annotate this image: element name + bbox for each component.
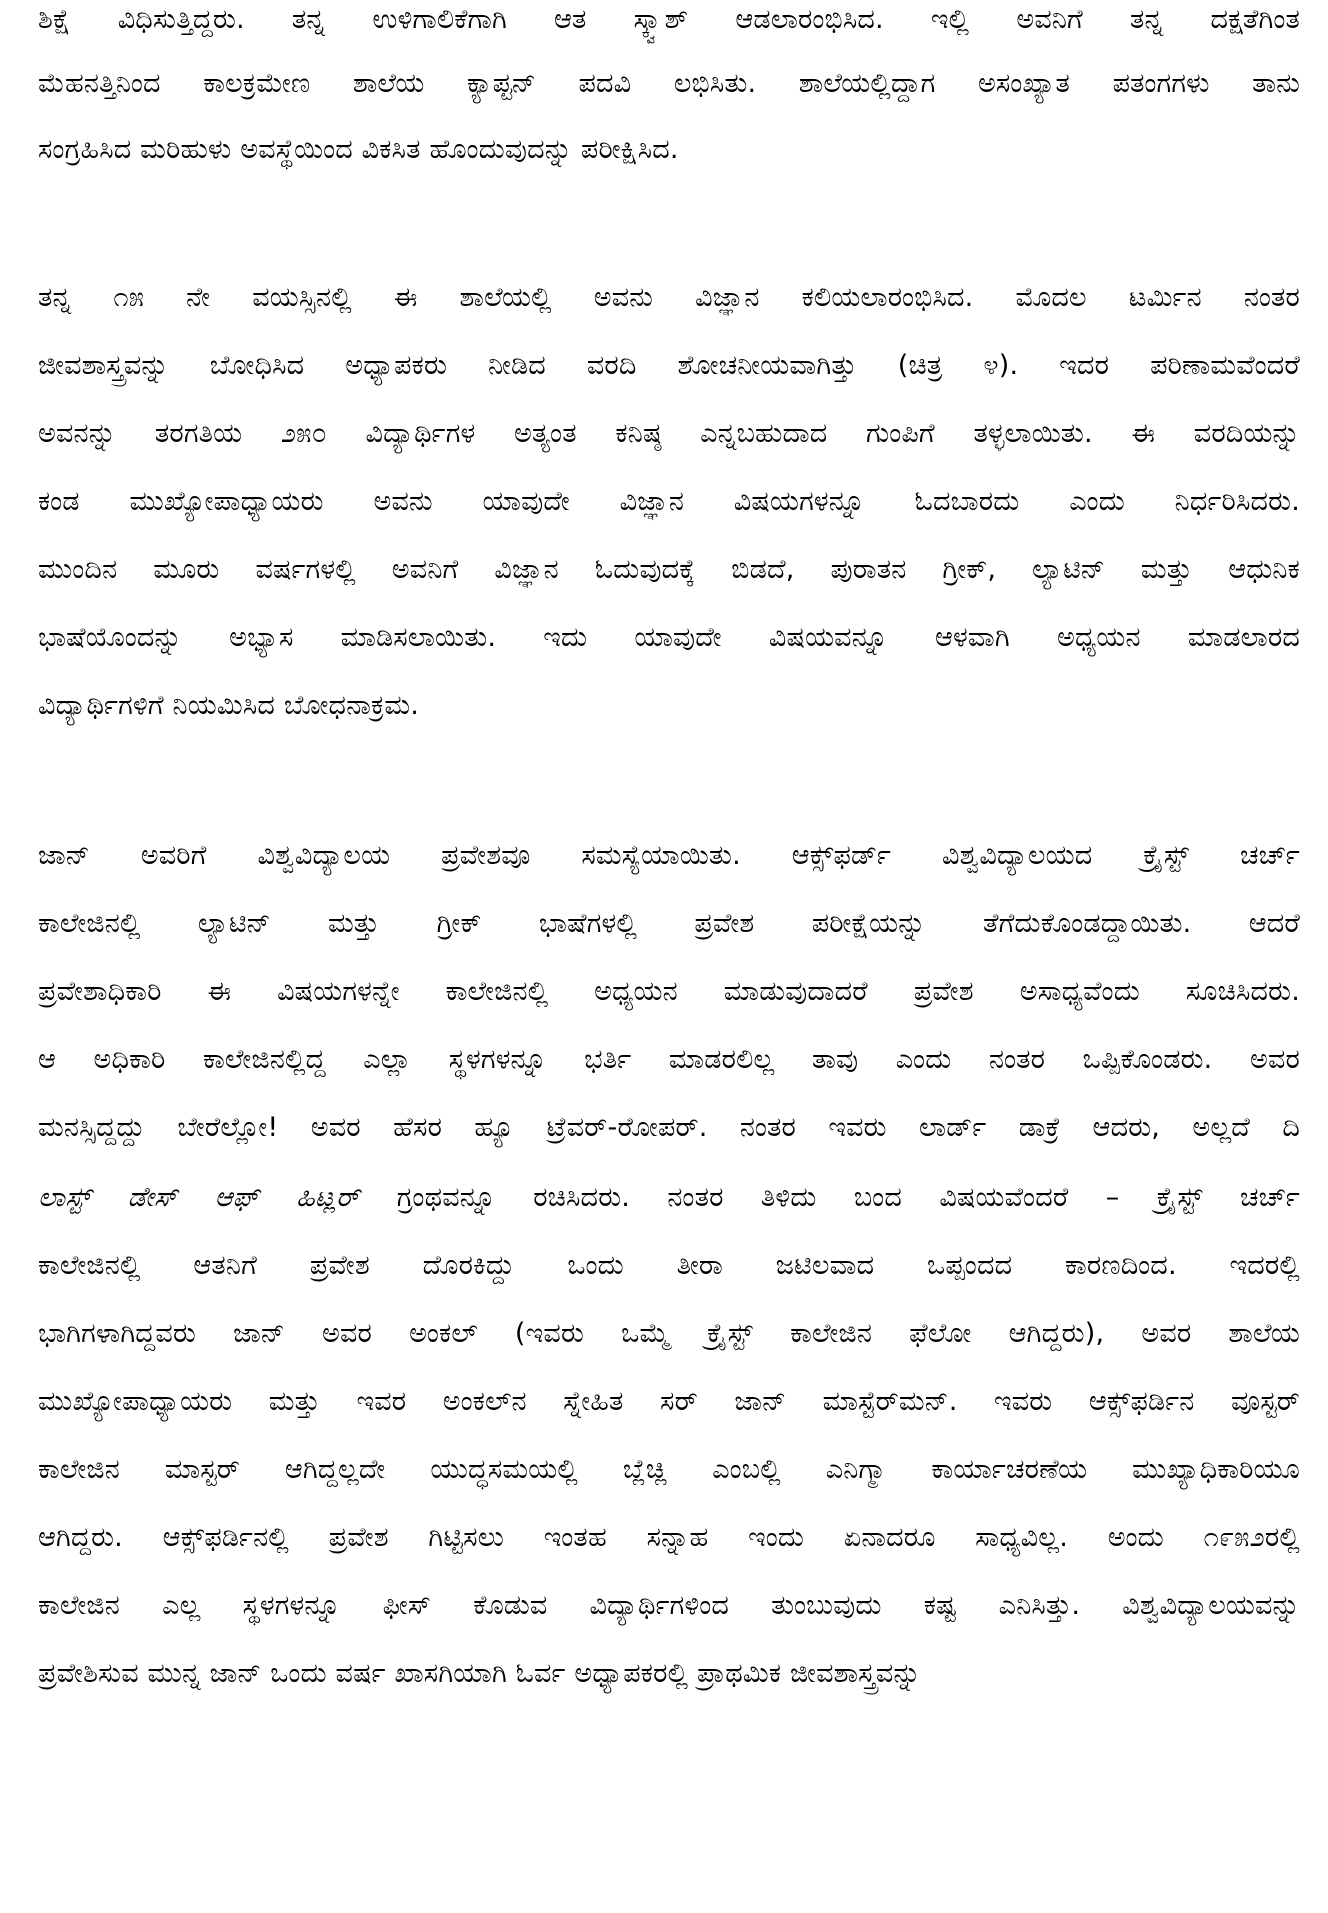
text-line: ಭಾಷೆಯೊಂದನ್ನು ಅಭ್ಯಾಸ ಮಾಡಿಸಲಾಯಿತು. ಇದು ಯಾವುದೇ ವಿಷಯವನ್ನೂ ಆಳವಾಗಿ ಅಧ್ಯಯನ ಮಾಡಲಾರದ — [38, 622, 1300, 653]
text-line: ಸಂಗ್ರಹಿಸಿದ ಮರಿಹುಳು ಅವಸ್ಥೆಯಿಂದ ವಿಕಸಿತ ಹೊಂದುವುದನ್ನು ಪರೀಕ್ಷಿಸಿದ. — [38, 134, 679, 165]
text-line: ತನ್ನ ೧೫ ನೇ ವಯಸ್ಸಿನಲ್ಲಿ ಈ ಶಾಲೆಯಲ್ಲಿ ಅವನು ವಿಜ್ಞಾನ ಕಲಿಯಲಾರಂಭಿಸಿದ. ಮೊದಲ ಟರ್ಮಿನ ನಂತರ — [38, 282, 1300, 313]
text-line: ಭಾಗಿಗಳಾಗಿದ್ದವರು ಜಾನ್ ಅವರ ಅಂಕಲ್ (ಇವರು ಒಮ್ಮೆ ಕ್ರೈಸ್ಟ್ ಕಾಲೇಜಿನ ಫೆಲೋ ಆಗಿದ್ದರು), ಅವರ ಶಾಲೆಯ — [38, 1318, 1300, 1349]
text-line: ಮುಖ್ಯೋಪಾಧ್ಯಾಯರು ಮತ್ತು ಇವರ ಅಂಕಲ್‌ನ ಸ್ನೇಹಿತ ಸರ್ ಜಾನ್ ಮಾಸ್ಟೆರ್‌ಮನ್. ಇವರು ಆಕ್ಸ್‌ಫರ್ಡಿನ ವೂಸ್ಟರ್ — [38, 1386, 1300, 1417]
text-line: ಮುಂದಿನ ಮೂರು ವರ್ಷಗಳಲ್ಲಿ ಅವನಿಗೆ ವಿಜ್ಞಾನ ಓದುವುದಕ್ಕೆ ಬಿಡದೆ, ಪುರಾತನ ಗ್ರೀಕ್, ಲ್ಯಾಟಿನ್ ಮತ್ತು ಆಧುನಿಕ — [38, 554, 1300, 585]
text-line: ಪ್ರವೇಶಾಧಿಕಾರಿ ಈ ವಿಷಯಗಳನ್ನೇ ಕಾಲೇಜಿನಲ್ಲಿ ಅಧ್ಯಯನ ಮಾಡುವುದಾದರೆ ಪ್ರವೇಶ ಅಸಾಧ್ಯವೆಂದು ಸೂಚಿಸಿದರು. — [38, 976, 1300, 1007]
text-line: ಕಾಲೇಜಿನಲ್ಲಿ ಲ್ಯಾಟಿನ್ ಮತ್ತು ಗ್ರೀಕ್ ಭಾಷೆಗಳಲ್ಲಿ ಪ್ರವೇಶ ಪರೀಕ್ಷೆಯನ್ನು ತೆಗೆದುಕೊಂಡದ್ದಾಯಿತು. ಆದರೆ — [38, 908, 1300, 939]
text-line: ಮನಸ್ಸಿದ್ದದ್ದು ಬೇರೆಲ್ಲೋ! ಅವರ ಹೆಸರ ಹ್ಯೂ ಟ್ರೆವರ್-ರೋಪರ್. ನಂತರ ಇವರು ಲಾರ್ಡ್ ಡಾಕ್ರೆ ಆದರು, ಅಲ್ಲದೆ ದಿ — [38, 1112, 1300, 1143]
text-line: ಪ್ರವೇಶಿಸುವ ಮುನ್ನ ಜಾನ್ ಒಂದು ವರ್ಷ ಖಾಸಗಿಯಾಗಿ ಓರ್ವ ಅಧ್ಯಾಪಕರಲ್ಲಿ ಪ್ರಾಥಮಿಕ ಜೀವಶಾಸ್ತ್ರವನ್ನು — [38, 1658, 921, 1689]
text-line: ಆ ಅಧಿಕಾರಿ ಕಾಲೇಜಿನಲ್ಲಿದ್ದ ಎಲ್ಲಾ ಸ್ಥಳಗಳನ್ನೂ ಭರ್ತಿ ಮಾಡರಲಿಲ್ಲ ತಾವು ಎಂದು ನಂತರ ಒಪ್ಪಿಕೊಂಡರು. ಅವರ — [38, 1044, 1300, 1075]
text-line: ಶಿಕ್ಷೆ ವಿಧಿಸುತ್ತಿದ್ದರು. ತನ್ನ ಉಳಿಗಾಲಿಕೆಗಾಗಿ ಆತ ಸ್ಕ್ವಾಶ್ ಆಡಲಾರಂಭಿಸಿದ. ಇಲ್ಲಿ ಅವನಿಗೆ ತನ್ನ ದಕ್ಷತೆಗಿಂತ — [38, 4, 1300, 35]
text-line: ವಿದ್ಯಾರ್ಥಿಗಳಿಗೆ ನಿಯಮಿಸಿದ ಬೋಧನಾಕ್ರಮ. — [38, 690, 420, 721]
text-line: ಅವನನ್ನು ತರಗತಿಯ ೨೫೦ ವಿದ್ಯಾರ್ಥಿಗಳ ಅತ್ಯಂತ ಕನಿಷ್ಠ ಎನ್ನಬಹುದಾದ ಗುಂಪಿಗೆ ತಳ್ಳಲಾಯಿತು. ಈ ವರದಿಯನ್ನು — [38, 418, 1300, 449]
text-line — [38, 1168, 1300, 1228]
text-segment: ಗ್ರಂಥವನ್ನೂ ರಚಿಸಿದರು. ನಂತರ ತಿಳಿದು ಬಂದ ವಿಷಯವೆಂದರೆ – ಕ್ರೈಸ್ಟ್ ಚರ್ಚ್ — [359, 1182, 1300, 1213]
text-line: ಕಾಲೇಜಿನ ಮಾಸ್ಟರ್ ಆಗಿದ್ದಲ್ಲದೇ ಯುದ್ಧಸಮಯಲ್ಲಿ ಬ್ಲೆಚ್ಲಿ ಎಂಬಲ್ಲಿ ಎನಿಗ್ಮಾ ಕಾರ್ಯಾಚರಣೆಯ ಮುಖ್ಯಾಧಿಕಾರಿಯೂ — [38, 1454, 1300, 1485]
text-line: ಕಾಲೇಜಿನ ಎಲ್ಲ ಸ್ಥಳಗಳನ್ನೂ ಫೀಸ್ ಕೊಡುವ ವಿದ್ಯಾರ್ಥಿಗಳಿಂದ ತುಂಬುವುದು ಕಷ್ಟ ಎನಿಸಿತ್ತು. ವಿಶ್ವವಿದ್ಯಾಲಯವನ್ನು — [38, 1590, 1300, 1621]
text-line: ಜಾನ್ ಅವರಿಗೆ ವಿಶ್ವವಿದ್ಯಾಲಯ ಪ್ರವೇಶವೂ ಸಮಸ್ಯೆಯಾಯಿತು. ಆಕ್ಸ್‌ಫರ್ಡ್ ವಿಶ್ವವಿದ್ಯಾಲಯದ ಕ್ರೈಸ್ಟ್ ಚರ್ಚ್ — [38, 840, 1300, 871]
text-line: ಜೀವಶಾಸ್ತ್ರವನ್ನು ಬೋಧಿಸಿದ ಅಧ್ಯಾಪಕರು ನೀಡಿದ ವರದಿ ಶೋಚನೀಯವಾಗಿತ್ತು (ಚಿತ್ರ ೪). ಇದರ ಪರಿಣಾಮವೆಂದರೆ — [38, 350, 1300, 381]
text-line: ಕಾಲೇಜಿನಲ್ಲಿ ಆತನಿಗೆ ಪ್ರವೇಶ ದೊರಕಿದ್ದು ಒಂದು ತೀರಾ ಜಟಿಲವಾದ ಒಪ್ಪಂದದ ಕಾರಣದಿಂದ. ಇದರಲ್ಲಿ — [38, 1250, 1300, 1281]
text-line: ಮೆಹನತ್ತಿನಿಂದ ಕಾಲಕ್ರಮೇಣ ಶಾಲೆಯ ಕ್ಯಾಪ್ಟನ್ ಪದವಿ ಲಭಿಸಿತು. ಶಾಲೆಯಲ್ಲಿದ್ದಾಗ ಅಸಂಖ್ಯಾತ ಪತಂಗಗಳು ತಾನು — [38, 68, 1300, 99]
book-title: ಲಾಸ್ಟ್ ಡೇಸ್ ಆಫ್ ಹಿಟ್ಲರ್ — [38, 1182, 360, 1213]
text-line: ಕಂಡ ಮುಖ್ಯೋಪಾಧ್ಯಾಯರು ಅವನು ಯಾವುದೇ ವಿಜ್ಞಾನ ವಿಷಯಗಳನ್ನೂ ಓದಬಾರದು ಎಂದು ನಿರ್ಧರಿಸಿದರು. — [38, 486, 1300, 517]
text-line: ಆಗಿದ್ದರು. ಆಕ್ಸ್‌ಫರ್ಡಿನಲ್ಲಿ ಪ್ರವೇಶ ಗಿಟ್ಟಿಸಲು ಇಂತಹ ಸನ್ನಾಹ ಇಂದು ಏನಾದರೂ ಸಾಧ್ಯವಿಲ್ಲ. ಅಂದು ೧೯೫೨ರಲ್ಲಿ — [38, 1522, 1300, 1553]
